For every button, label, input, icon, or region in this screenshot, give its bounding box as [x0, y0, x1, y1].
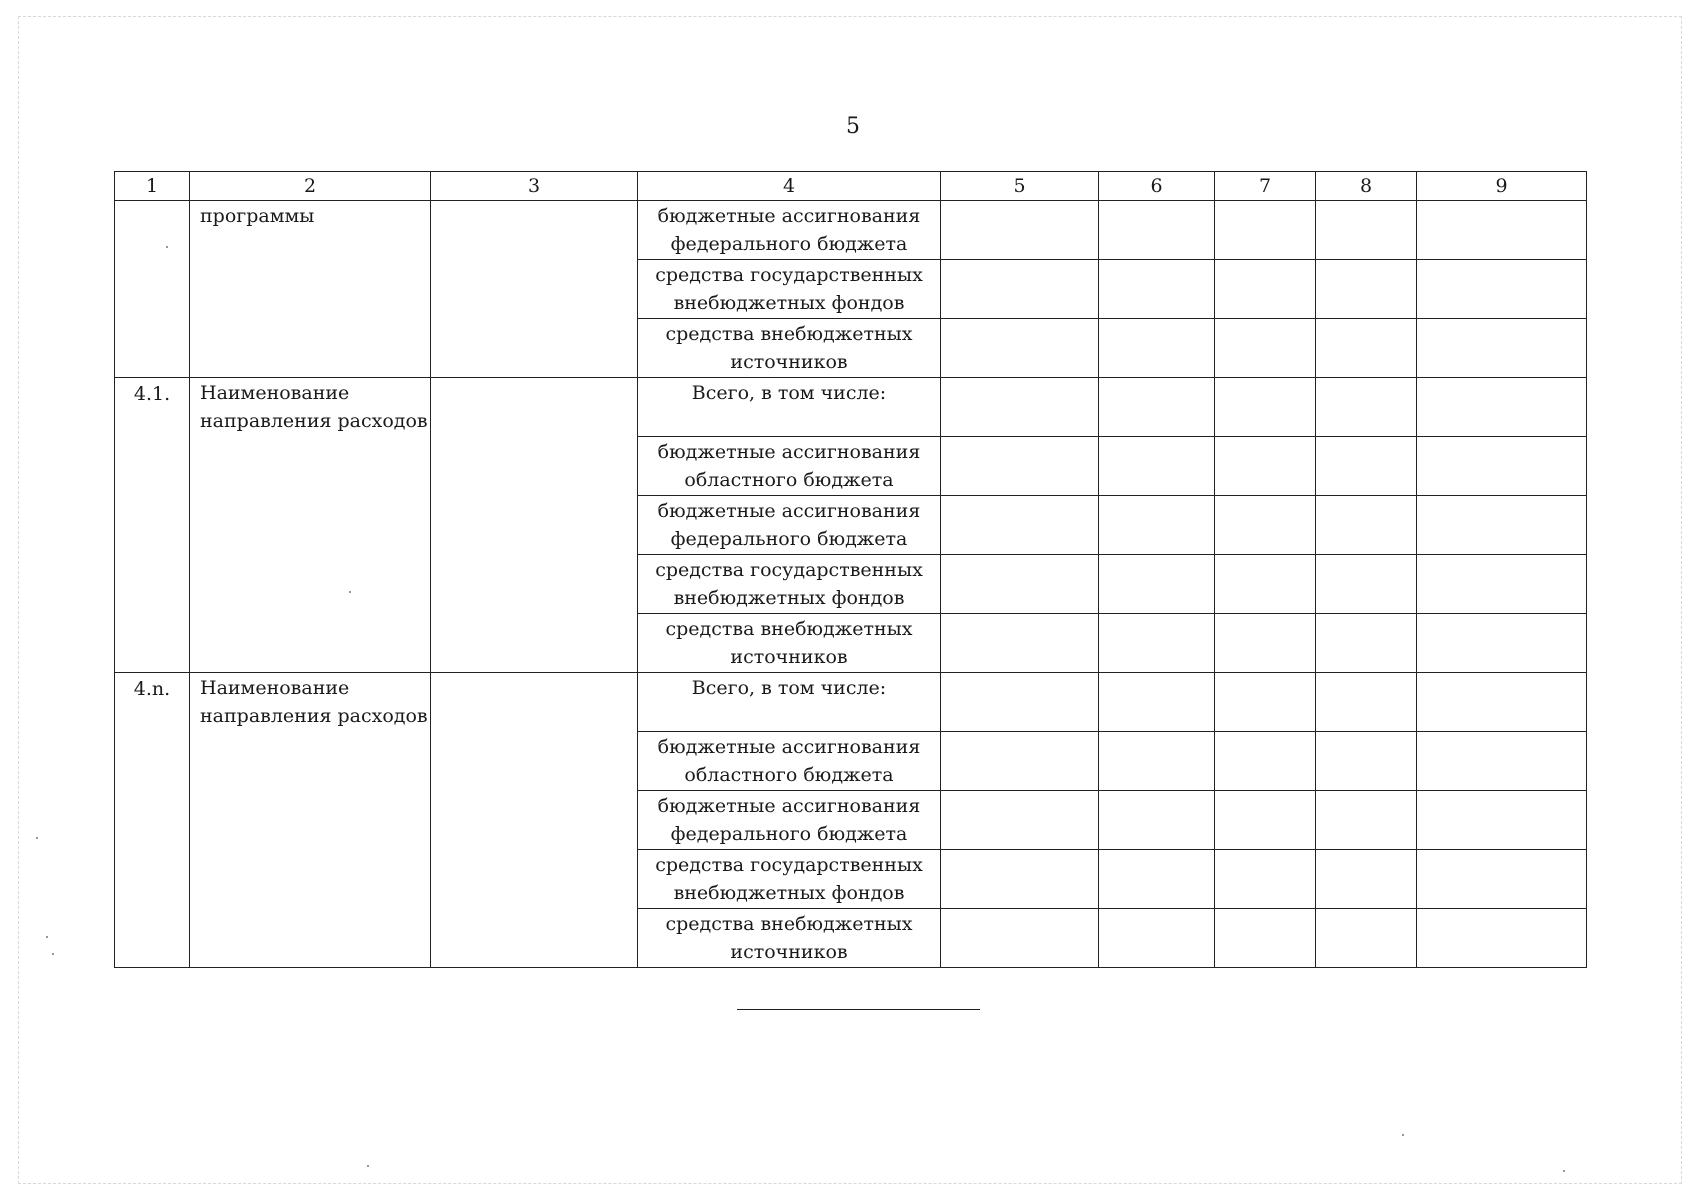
row-number — [115, 201, 190, 378]
funding-source: средства внебюджетных источников — [638, 909, 941, 968]
value-cell — [941, 201, 1099, 260]
value-cell — [1417, 201, 1587, 260]
value-cell — [1316, 437, 1417, 496]
funding-source: Всего, в том числе: — [638, 673, 941, 732]
header-cell: 6 — [1099, 172, 1215, 201]
value-cell — [1316, 496, 1417, 555]
value-cell — [1099, 437, 1215, 496]
funding-source: бюджетные ассигнования федерального бюджета — [638, 791, 941, 850]
value-cell — [941, 909, 1099, 968]
value-cell — [1099, 260, 1215, 319]
direction-name: Наименование направления расходов — [190, 673, 431, 968]
value-cell — [941, 673, 1099, 732]
expenditure-table — [114, 171, 1587, 968]
scan-speck — [36, 837, 38, 839]
value-cell — [1316, 791, 1417, 850]
value-cell — [1215, 555, 1316, 614]
value-cell — [1417, 791, 1587, 850]
value-cell — [1417, 319, 1587, 378]
value-cell — [1417, 850, 1587, 909]
value-cell — [1215, 673, 1316, 732]
value-cell — [1099, 496, 1215, 555]
value-cell — [1417, 496, 1587, 555]
page-number: 5 — [846, 114, 860, 139]
value-cell — [941, 614, 1099, 673]
value-cell — [1099, 732, 1215, 791]
value-cell — [1316, 850, 1417, 909]
scan-speck — [349, 591, 351, 593]
header-cell: 5 — [941, 172, 1099, 201]
header-cell: 8 — [1316, 172, 1417, 201]
scan-speck — [52, 953, 54, 955]
value-cell — [1316, 260, 1417, 319]
footer-rule — [737, 1009, 980, 1010]
col3-cell — [431, 673, 638, 968]
value-cell — [1417, 909, 1587, 968]
header-cell: 1 — [115, 172, 190, 201]
row-number: 4.1. — [115, 378, 190, 673]
funding-source: бюджетные ассигнования областного бюджета — [638, 732, 941, 791]
value-cell — [1215, 909, 1316, 968]
value-cell — [941, 378, 1099, 437]
value-cell — [1316, 909, 1417, 968]
value-cell — [941, 496, 1099, 555]
value-cell — [1215, 319, 1316, 378]
value-cell — [1316, 614, 1417, 673]
value-cell — [1099, 378, 1215, 437]
header-cell: 3 — [431, 172, 638, 201]
value-cell — [1099, 850, 1215, 909]
value-cell — [1316, 319, 1417, 378]
value-cell — [1215, 201, 1316, 260]
value-cell — [1417, 673, 1587, 732]
value-cell — [1215, 437, 1316, 496]
col3-cell — [431, 201, 638, 378]
value-cell — [1316, 201, 1417, 260]
funding-source: средства государственных внебюджетных фондов — [638, 260, 941, 319]
value-cell — [1316, 378, 1417, 437]
funding-source: бюджетные ассигнования областного бюджета — [638, 437, 941, 496]
value-cell — [1215, 614, 1316, 673]
value-cell — [941, 260, 1099, 319]
value-cell — [1215, 378, 1316, 437]
value-cell — [1417, 555, 1587, 614]
scan-speck — [1563, 1170, 1565, 1172]
value-cell — [1215, 732, 1316, 791]
scan-speck — [166, 246, 168, 248]
value-cell — [1316, 555, 1417, 614]
table-row — [115, 673, 1587, 732]
value-cell — [1417, 614, 1587, 673]
value-cell — [1099, 201, 1215, 260]
value-cell — [1417, 732, 1587, 791]
funding-source: бюджетные ассигнования федерального бюджета — [638, 496, 941, 555]
value-cell — [941, 791, 1099, 850]
funding-source: Всего, в том числе: — [638, 378, 941, 437]
direction-name: программы — [190, 201, 431, 378]
value-cell — [1099, 909, 1215, 968]
row-number: 4.n. — [115, 673, 190, 968]
value-cell — [941, 437, 1099, 496]
table-row — [115, 201, 1587, 260]
value-cell — [1215, 791, 1316, 850]
table-body — [115, 172, 1587, 968]
scan-speck — [1402, 1134, 1404, 1136]
value-cell — [1099, 614, 1215, 673]
value-cell — [1099, 319, 1215, 378]
value-cell — [941, 555, 1099, 614]
funding-source: средства государственных внебюджетных фондов — [638, 850, 941, 909]
value-cell — [1417, 378, 1587, 437]
value-cell — [1215, 260, 1316, 319]
header-row — [115, 172, 1587, 201]
header-cell: 4 — [638, 172, 941, 201]
value-cell — [1099, 555, 1215, 614]
value-cell — [1215, 496, 1316, 555]
value-cell — [1417, 437, 1587, 496]
value-cell — [1099, 673, 1215, 732]
value-cell — [941, 732, 1099, 791]
scan-speck — [367, 1165, 369, 1167]
header-cell: 2 — [190, 172, 431, 201]
value-cell — [1215, 850, 1316, 909]
value-cell — [941, 319, 1099, 378]
funding-source: средства внебюджетных источников — [638, 614, 941, 673]
funding-source: бюджетные ассигнования федерального бюджета — [638, 201, 941, 260]
funding-source: средства государственных внебюджетных фондов — [638, 555, 941, 614]
header-cell: 9 — [1417, 172, 1587, 201]
value-cell — [1316, 732, 1417, 791]
col3-cell — [431, 378, 638, 673]
funding-source: средства внебюджетных источников — [638, 319, 941, 378]
direction-name: Наименование направления расходов — [190, 378, 431, 673]
value-cell — [1316, 673, 1417, 732]
value-cell — [1099, 791, 1215, 850]
scan-speck — [46, 936, 48, 938]
value-cell — [1417, 260, 1587, 319]
header-cell: 7 — [1215, 172, 1316, 201]
value-cell — [941, 850, 1099, 909]
table-row — [115, 378, 1587, 437]
